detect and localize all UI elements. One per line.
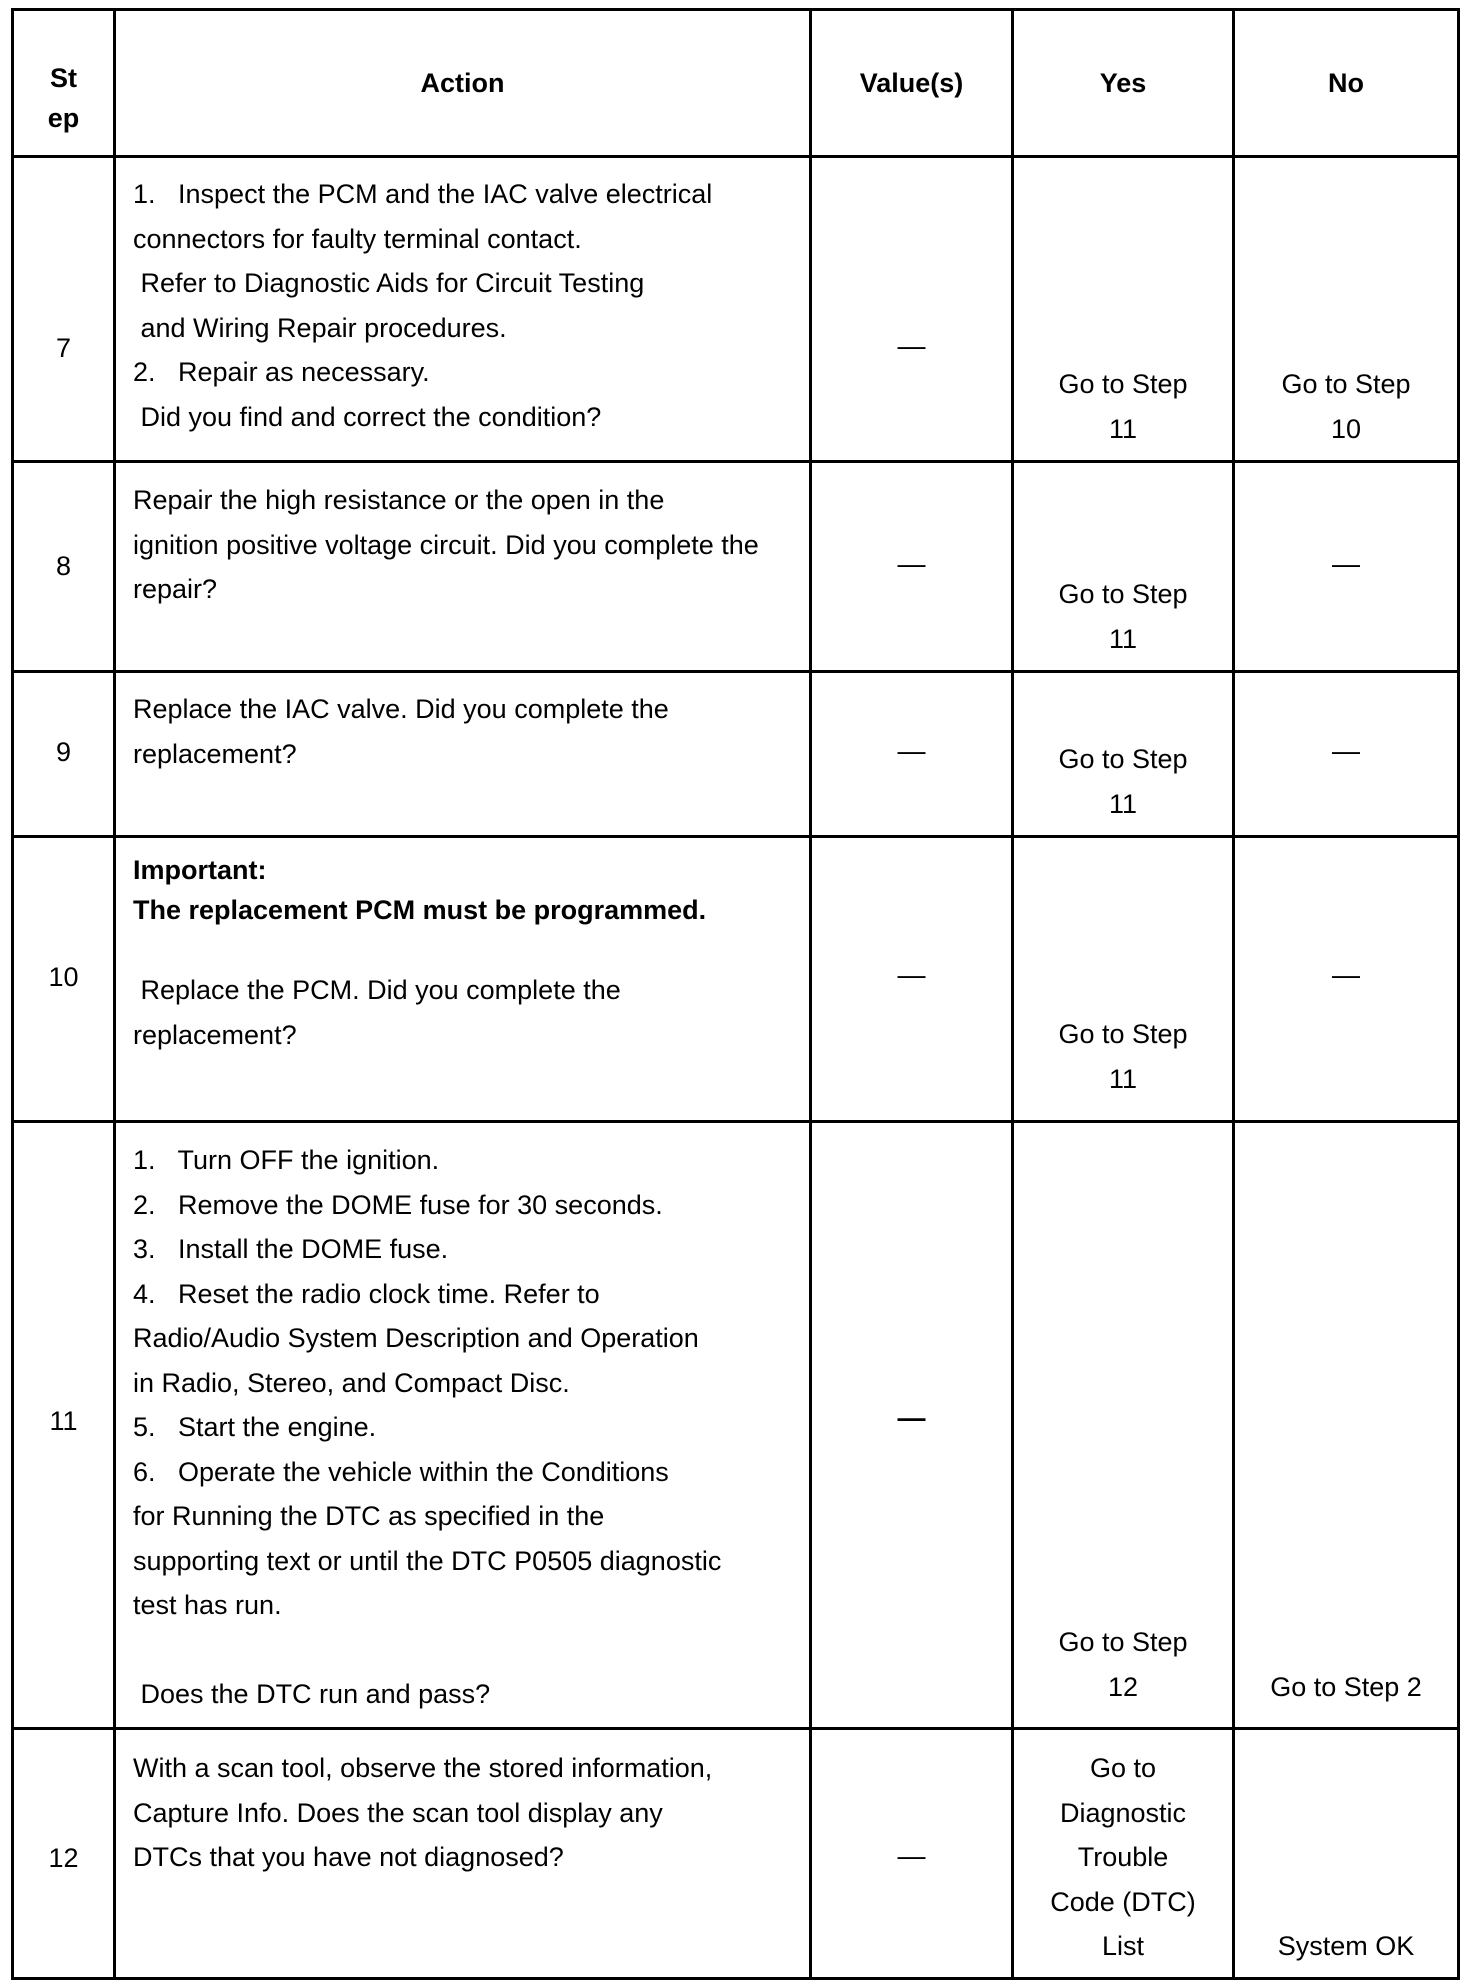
action-line: in Radio, Stereo, and Compact Disc. [133, 1367, 570, 1398]
header-step [14, 58, 113, 138]
header-yes: Yes [1099, 68, 1147, 98]
action-line: 3. Install the DOME fuse. [133, 1234, 449, 1264]
action-line: DTCs that you have not diagnosed? [133, 1842, 564, 1872]
action-line: 6. Operate the vehicle within the Conditions [133, 1456, 669, 1487]
action-line: and Wiring Repair procedures. [133, 312, 507, 343]
action-line: With a scan tool, observe the stored information, [133, 1753, 713, 1783]
header-step-line-2: ep [47, 103, 80, 133]
yes-target [1014, 1012, 1232, 1101]
important-label: Important: [133, 855, 267, 885]
step-number: 10 [48, 962, 79, 992]
action-line: 1. Turn OFF the ignition. [133, 1145, 440, 1175]
no-line: 10 [1330, 413, 1362, 444]
yes-line: Diagnostic [1059, 1797, 1187, 1828]
yes-line: 11 [1108, 413, 1138, 444]
no-target [1235, 1924, 1457, 1969]
action-line: Replace the PCM. Did you complete the [133, 975, 621, 1005]
no-target [1235, 362, 1457, 451]
action-line: test has run. [133, 1590, 282, 1620]
action-text [133, 172, 803, 439]
yes-line: Code (DTC) [1050, 1886, 1196, 1917]
important-text: The replacement PCM must be programmed. [133, 895, 707, 925]
header-step-line-1: St [50, 63, 77, 93]
action-line: Capture Info. Does the scan tool display any [133, 1797, 663, 1828]
yes-target [1014, 1620, 1232, 1709]
yes-line: Go to [1089, 1753, 1157, 1783]
action-line: ignition positive voltage circuit. Did you complete the [133, 529, 759, 560]
yes-line: 11 [1108, 623, 1138, 654]
yes-target [1014, 572, 1232, 661]
row-divider [11, 1120, 1460, 1123]
action-line: Refer to Diagnostic Aids for Circuit Testing [133, 268, 645, 298]
row-divider [11, 835, 1460, 838]
step-number: 9 [55, 737, 72, 767]
row-divider [11, 460, 1460, 463]
no-dash: — [1332, 959, 1360, 990]
yes-line: Go to Step [1058, 1019, 1188, 1049]
yes-line: Trouble [1077, 1842, 1169, 1872]
header-action: Action [420, 68, 505, 98]
action-line: Radio/Audio System Description and Operation [133, 1323, 699, 1353]
row-divider [11, 155, 1460, 158]
yes-line: 12 [1107, 1671, 1139, 1702]
no-line: System OK [1277, 1931, 1415, 1961]
step-number: 12 [48, 1843, 79, 1873]
action-text [133, 478, 803, 612]
important-note [133, 850, 803, 930]
action-line: 1. Inspect the PCM and the IAC valve electrical [133, 179, 713, 209]
header-no: No [1328, 68, 1364, 98]
action-line: supporting text or until the DTC P0505 diagnostic [133, 1545, 722, 1576]
action-line [133, 1628, 803, 1673]
action-line: for Running the DTC as specified in the [133, 1501, 605, 1531]
row-divider [11, 670, 1460, 673]
yes-line: 11 [1108, 1063, 1138, 1094]
yes-line: Go to Step [1058, 369, 1188, 399]
value-dash: — [897, 735, 926, 766]
value-dash: — [897, 548, 926, 579]
no-line: Go to Step 2 [1270, 1672, 1422, 1702]
step-number: 7 [55, 333, 72, 363]
value-dash: — [897, 1402, 926, 1433]
action-line: 4. Reset the radio clock time. Refer to [133, 1278, 600, 1309]
no-target [1235, 1665, 1457, 1710]
table-border-right [1457, 8, 1460, 1980]
action-line: connectors for faulty terminal contact. [133, 223, 582, 254]
row-divider [11, 1727, 1460, 1730]
action-text [133, 1746, 803, 1880]
action-line: 5. Start the engine. [133, 1412, 377, 1442]
action-line: 2. Remove the DOME fuse for 30 seconds. [133, 1189, 663, 1220]
action-text [133, 968, 803, 1057]
column-divider [809, 8, 812, 1980]
no-dash: — [1332, 548, 1360, 579]
column-divider [113, 8, 116, 1980]
yes-target [1014, 1746, 1232, 1969]
yes-target [1014, 362, 1232, 451]
step-number: 8 [55, 551, 72, 581]
header-values: Value(s) [859, 68, 964, 98]
table-border-bottom [11, 1977, 1460, 1980]
action-line: Does the DTC run and pass? [133, 1679, 491, 1709]
action-line: 2. Repair as necessary. [133, 357, 430, 387]
yes-line: Go to Step [1058, 1627, 1188, 1657]
yes-line: Go to Step [1058, 579, 1188, 609]
yes-line: 11 [1108, 788, 1138, 819]
yes-line: Go to Step [1058, 744, 1188, 774]
value-dash: — [897, 330, 926, 361]
value-dash: — [897, 959, 926, 990]
action-text [133, 1138, 803, 1717]
action-text [133, 687, 803, 776]
no-dash: — [1332, 735, 1360, 766]
step-number: 11 [49, 1406, 78, 1436]
yes-target [1014, 737, 1232, 826]
diagnostic-table [11, 8, 1460, 1980]
value-dash: — [897, 1840, 926, 1871]
action-line: Repair the high resistance or the open in the [133, 485, 665, 515]
table-border-top [11, 8, 1460, 11]
action-line: repair? [133, 574, 218, 604]
action-line: replacement? [133, 738, 297, 769]
action-line: Replace the IAC valve. Did you complete the [133, 694, 669, 724]
action-line: replacement? [133, 1019, 297, 1050]
no-line: Go to Step [1281, 369, 1411, 399]
yes-line: List [1101, 1931, 1145, 1961]
action-line: Did you find and correct the condition? [133, 401, 602, 432]
